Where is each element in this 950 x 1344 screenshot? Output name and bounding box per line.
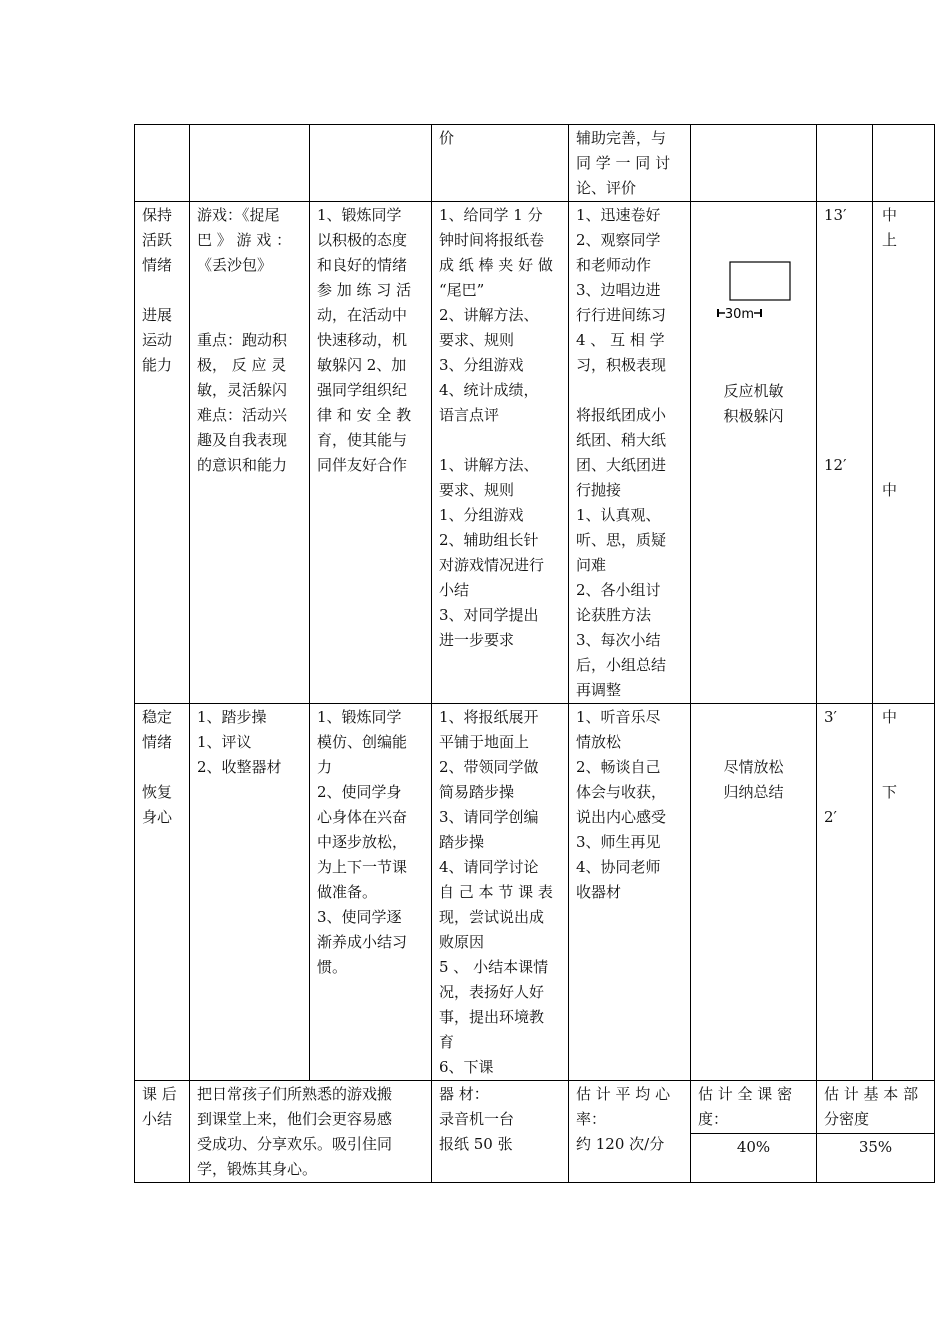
continuation-row <box>135 125 935 202</box>
time-cell <box>817 704 873 1081</box>
text-line: 参 加 练 习 活 <box>317 281 412 299</box>
text-line: 惯。 <box>317 958 348 976</box>
text-line: 语言点评 <box>439 406 500 424</box>
time-value: 3′ <box>824 708 837 726</box>
text-line: 和良好的情绪 <box>317 256 408 274</box>
text-line: 以积极的态度 <box>317 231 408 249</box>
spacer <box>824 730 865 755</box>
section-cell <box>135 125 190 202</box>
spacer <box>824 253 865 278</box>
text-line: 习，积极表现 <box>576 356 667 374</box>
text-line: 2、讲解方法、 <box>439 306 539 324</box>
text-line: 强同学组织纪 <box>317 381 408 399</box>
text-line: 趣及自我表现 <box>197 431 288 449</box>
spacer <box>882 453 927 478</box>
text-line: 1、给同学 1 分 <box>439 206 543 224</box>
text-line: 对游戏情况进行 <box>439 556 545 574</box>
text-line: 1、迅速卷好 <box>576 206 661 224</box>
text-line: 中逐步放松， <box>317 833 408 851</box>
time-value: 12′ <box>824 456 847 474</box>
spacer <box>824 428 865 453</box>
summary-row-top <box>135 1081 935 1134</box>
heart-rate-cell <box>569 1081 691 1183</box>
text-line: 极， 反 应 灵 <box>197 356 287 374</box>
text-line: 中 <box>882 206 898 224</box>
spacer <box>698 730 809 755</box>
text-line: 心身体在兴奋 <box>317 808 408 826</box>
text-line: 2、带领同学做 <box>439 758 539 776</box>
part-density-value-cell: 35% <box>817 1134 935 1183</box>
text-line: 说出内心感受 <box>576 808 667 826</box>
text-line: 钟时间将报纸卷 <box>439 231 545 249</box>
text-line: 3、分组游戏 <box>439 356 524 374</box>
text-line: 稳定 <box>142 708 173 726</box>
text-line: 3、请同学创编 <box>439 808 539 826</box>
text-line: 模仿、创编能 <box>317 733 408 751</box>
text-line: 将报纸团成小 <box>576 406 667 424</box>
text-line: 报纸 50 张 <box>439 1135 513 1153</box>
text-line: 2、使同学身 <box>317 783 402 801</box>
intensity-cell <box>873 125 935 202</box>
text-line: 约 120 次/分 <box>576 1135 665 1153</box>
text-line: 4、请同学讨论 <box>439 858 539 876</box>
text-line: 的意识和能力 <box>197 456 288 474</box>
organization-text <box>698 379 809 429</box>
student-cell <box>569 125 691 202</box>
spacer <box>824 403 865 428</box>
text-line: 和老师动作 <box>576 256 652 274</box>
text-line: 活跃 <box>142 231 173 249</box>
text-line: 度： <box>698 1110 729 1128</box>
part-density-label-cell <box>817 1081 935 1134</box>
text-line: 听、思，质疑 <box>576 531 667 549</box>
text-line: 要求、规则 <box>439 481 515 499</box>
text-line: 5 、 小结本课情 <box>439 958 549 976</box>
text-line: 后，小组总结 <box>576 656 667 674</box>
goal-cell <box>310 704 432 1081</box>
spacer <box>824 353 865 378</box>
field-rect <box>730 262 790 300</box>
text-line: 4、协同老师 <box>576 858 661 876</box>
text-line: 进一步要求 <box>439 631 515 649</box>
text-line: 踏步操 <box>439 833 485 851</box>
text-line: 力 <box>317 758 333 776</box>
text-line: 2、收整器材 <box>197 758 282 776</box>
text-line: 3、边唱边进 <box>576 281 661 299</box>
text-line: 4 、 互 相 学 <box>576 331 665 349</box>
text-line: 情绪 <box>142 733 173 751</box>
goal-cell <box>310 125 432 202</box>
text-line: 价 <box>439 129 455 147</box>
text-line: 1、认真观、 <box>576 506 661 524</box>
text-line: 分密度 <box>824 1110 870 1128</box>
spacer <box>882 730 927 755</box>
text-line: 估 计 全 课 密 <box>698 1085 793 1103</box>
text-line: 录音机一台 <box>439 1110 515 1128</box>
text-line: 收器材 <box>576 883 622 901</box>
text-line: 恢复 <box>142 783 173 801</box>
text-line: 中 <box>882 481 898 499</box>
text-line: 估 计 平 均 心 <box>576 1085 671 1103</box>
text-line: 下 <box>882 783 898 801</box>
spacer <box>824 228 865 253</box>
text-line: 辅助完善，与 <box>576 129 667 147</box>
equipment-cell <box>432 1081 569 1183</box>
organization-cell <box>691 704 817 1081</box>
text-line: 器 材： <box>439 1085 489 1103</box>
text-line: 小结 <box>439 581 470 599</box>
text-line: 估 计 基 本 部 <box>824 1085 919 1103</box>
text-line: 1、分组游戏 <box>439 506 524 524</box>
spacer <box>882 428 927 453</box>
text-line: 小结 <box>142 1110 173 1128</box>
spacer <box>698 705 809 730</box>
text-line: 动，在活动中 <box>317 306 408 324</box>
student-cell <box>569 202 691 704</box>
text-line: 把日常孩子们所熟悉的游戏搬 <box>197 1085 393 1103</box>
time-value: 2′ <box>824 808 837 826</box>
content-cell <box>190 704 310 1081</box>
intensity-cell <box>873 704 935 1081</box>
text-line: 运动 <box>142 331 173 349</box>
text-line: 同 学 一 同 讨 <box>576 154 671 172</box>
text-line: 1、锻炼同学 <box>317 708 402 726</box>
text-line: 保持 <box>142 206 173 224</box>
text-line: 《丢沙包》 <box>197 256 273 274</box>
text-line: 2、畅谈自己 <box>576 758 661 776</box>
text-line: 2、辅助组长针 <box>439 531 539 549</box>
section-title-cell <box>135 202 190 704</box>
distance-label: 30m <box>724 307 754 319</box>
text-line: 育，使其能与 <box>317 431 408 449</box>
text-line: 3、每次小结 <box>576 631 661 649</box>
content-cell <box>190 202 310 704</box>
text-line: 论、评价 <box>576 179 637 197</box>
text-line: 受成功、分享欢乐。吸引住同 <box>197 1135 393 1153</box>
text-line: 积极躲闪 <box>723 407 784 425</box>
spacer <box>882 378 927 403</box>
spacer <box>824 378 865 403</box>
text-line: 课 后 <box>142 1085 177 1103</box>
text-line: 归纳总结 <box>723 783 784 801</box>
text-line: 难点：活动兴 <box>197 406 288 424</box>
text-line: 行行进间练习 <box>576 306 667 324</box>
spacer <box>824 328 865 353</box>
text-line: 现，尝试说出成 <box>439 908 545 926</box>
text-line: 敏，灵活躲闪 <box>197 381 288 399</box>
density-value-cell: 40% <box>691 1134 817 1183</box>
text-line: 进展 <box>142 306 173 324</box>
intensity-cell <box>873 202 935 704</box>
text-line: 问难 <box>576 556 607 574</box>
student-cell <box>569 704 691 1081</box>
text-line: 做准备。 <box>317 883 378 901</box>
summary-cell <box>190 1081 432 1183</box>
cooldown-section-row <box>135 704 935 1081</box>
text-line: 上 <box>882 231 898 249</box>
text-line: “尾巴” <box>439 281 485 299</box>
text-line: 自 己 本 节 课 表 <box>439 883 553 901</box>
text-line: 1、讲解方法、 <box>439 456 539 474</box>
text-line: 事，提出环境教 <box>439 1008 545 1026</box>
text-line: 游戏：《捉尾 <box>197 206 280 224</box>
text-line: 纸团、稍大纸 <box>576 431 667 449</box>
spacer <box>576 378 683 403</box>
text-line: 团、大纸团进 <box>576 456 667 474</box>
text-line: 1、评议 <box>197 733 252 751</box>
content-cell <box>190 125 310 202</box>
text-line: 论获胜方法 <box>576 606 652 624</box>
text-line: 1、将报纸展开 <box>439 708 539 726</box>
text-line: 中 <box>882 708 898 726</box>
text-line: 快速移动，机 <box>317 331 408 349</box>
spacer <box>142 755 182 780</box>
text-line: 2、各小组讨 <box>576 581 661 599</box>
spacer <box>882 353 927 378</box>
spacer <box>882 278 927 303</box>
spacer <box>142 278 182 303</box>
field-diagram <box>716 253 792 319</box>
text-line: 要求、规则 <box>439 331 515 349</box>
text-line: 再调整 <box>576 681 622 699</box>
time-value: 13′ <box>824 206 847 224</box>
spacer <box>882 755 927 780</box>
spacer <box>882 328 927 353</box>
density-label-cell <box>691 1081 817 1134</box>
text-line: 尽情放松 <box>723 758 784 776</box>
spacer <box>824 755 865 780</box>
text-line: 同伴友好合作 <box>317 456 408 474</box>
text-line: 况，表扬好人好 <box>439 983 545 1001</box>
text-line: 1、踏步操 <box>197 708 267 726</box>
time-cell <box>817 202 873 704</box>
text-line: 简易踏步操 <box>439 783 515 801</box>
spacer <box>824 780 865 805</box>
spacer <box>197 303 302 328</box>
text-line: 情绪 <box>142 256 173 274</box>
organization-cell <box>691 125 817 202</box>
text-line: 率： <box>576 1110 607 1128</box>
organization-cell <box>691 202 817 704</box>
spacer <box>824 278 865 303</box>
text-line: 败原因 <box>439 933 485 951</box>
text-line: 律 和 安 全 教 <box>317 406 412 424</box>
text-line: 平铺于地面上 <box>439 733 530 751</box>
text-line: 4、统计成绩， <box>439 381 539 399</box>
text-line: 到课堂上来，他们会更容易感 <box>197 1110 393 1128</box>
text-line: 重点：跑动积 <box>197 331 288 349</box>
text-line: 行抛接 <box>576 481 622 499</box>
game-section-row <box>135 202 935 704</box>
teacher-cell <box>432 704 569 1081</box>
text-line: 2、观察同学 <box>576 231 661 249</box>
text-line: 1、听音乐尽 <box>576 708 661 726</box>
spacer <box>197 278 302 303</box>
section-title-cell <box>135 704 190 1081</box>
text-line: 3、使同学逐 <box>317 908 402 926</box>
spacer <box>882 403 927 428</box>
text-line: 巴 》 游 戏 ： <box>197 231 292 249</box>
text-line: 成 纸 棒 夹 好 做 <box>439 256 553 274</box>
text-line: 情放松 <box>576 733 622 751</box>
spacer <box>882 253 927 278</box>
time-cell <box>817 125 873 202</box>
text-line: 3、对同学提出 <box>439 606 539 624</box>
spacer <box>439 428 561 453</box>
text-line: 3、师生再见 <box>576 833 661 851</box>
section-title-cell <box>135 1081 190 1183</box>
teacher-cell <box>432 125 569 202</box>
text-line: 反应机敏 <box>723 382 784 400</box>
lesson-plan-table <box>134 124 935 1183</box>
text-line: 身心 <box>142 808 173 826</box>
text-line: 为上下一节课 <box>317 858 408 876</box>
text-line: 敏躲闪 2、加 <box>317 356 407 374</box>
text-line: 1、锻炼同学 <box>317 206 402 224</box>
text-line: 学，锻炼其身心。 <box>197 1160 318 1178</box>
spacer <box>824 303 865 328</box>
goal-cell <box>310 202 432 704</box>
spacer <box>882 303 927 328</box>
teacher-cell <box>432 202 569 704</box>
text-line: 体会与收获， <box>576 783 667 801</box>
text-line: 育 <box>439 1033 455 1051</box>
text-line: 能力 <box>142 356 173 374</box>
text-line: 渐养成小结习 <box>317 933 408 951</box>
text-line: 6、下课 <box>439 1058 494 1076</box>
